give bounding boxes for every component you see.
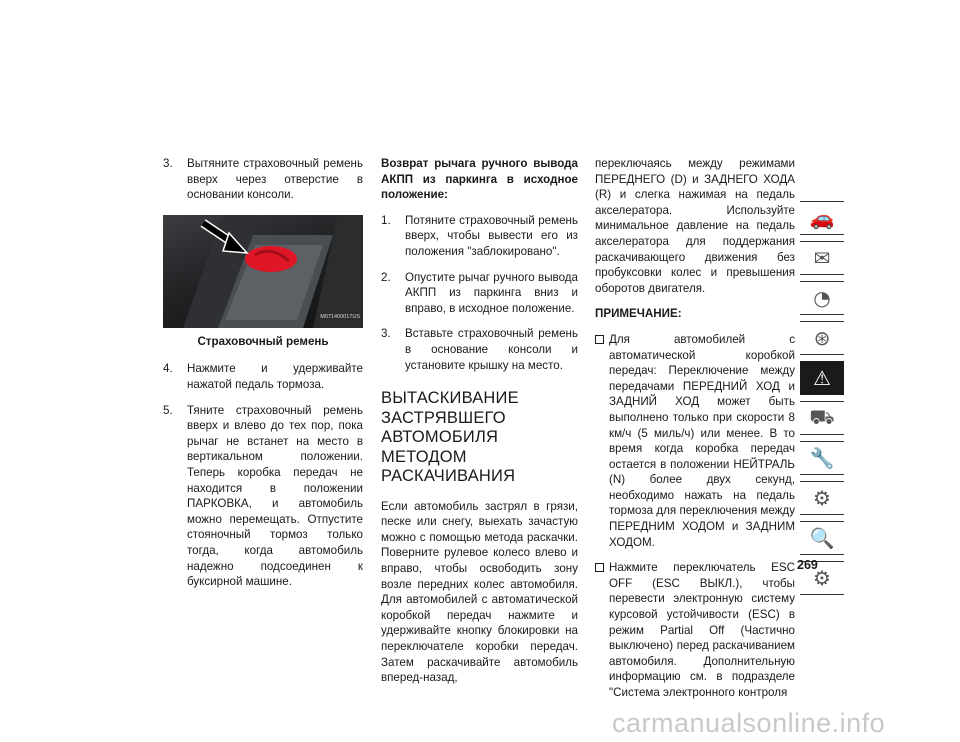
photo-caption: Страховочный ремень [197, 334, 329, 348]
bullet-text: Для автомобилей с автоматической коробкой передач: Переключение между передачами ПЕРЕДНИЙ ХОД и ЗАДНИЙ ХОД может быть выполнено только при скорости 8 км/ч (5 миль/ч) или менее. В то время когда коробка передач остается в положении НЕЙТРАЛЬ (N) более двух секунд, необходимо нажать на педаль тормоза для переключения между ПЕРЕДНИМ ХОДОМ и ЗАДНИМ ХОДОМ. [609, 332, 795, 549]
step-number: 1. [381, 213, 391, 227]
section-heading: ВЫТАСКИВАНИЕ ЗАСТРЯВШЕГО АВТОМОБИЛЯ МЕТОДОМ РАСКАЧИВАНИЯ [381, 389, 519, 486]
mail-icon[interactable]: ✉ [800, 241, 844, 275]
right-column [595, 156, 795, 711]
step-number: 3. [163, 157, 173, 170]
step-text: Тяните страховочный ремень вверх и влево до тех пор, пока рычаг не встанет на место в вертикальном положении. Теперь коробка передач не находится в положении ПАРКОВКА, и автомобиль можно перемещать. Отпустите стояночный тормоз только тогда, когда автомобиль надежно подсоединен к буксирной машине. [187, 403, 363, 589]
step-4-item [163, 361, 363, 392]
step-3-item [163, 156, 363, 203]
safety-strap-photo [163, 215, 363, 328]
section-tabs [800, 201, 844, 601]
photo-code: M071400017US [320, 314, 360, 321]
note-bullet [595, 332, 795, 550]
gear-icon[interactable]: ⚙ [800, 481, 844, 515]
step-1-item [381, 213, 578, 260]
step-3-item [381, 326, 578, 373]
step-text: Опустите рычаг ручного вывода АКПП из паркинга вниз и вправо, в исходное положение. [405, 270, 578, 315]
step-text: Потяните страховочный ремень вверх, чтобы вывести его из положения "заблокировано". [405, 213, 578, 258]
body-paragraph: переключаясь между режимами ПЕРЕДНЕГО (D) и ЗАДНЕГО ХОДА (R) и слегка нажимая на педаль акселератора. Используйте минимальное давление на педаль акселератора для поддержания раскачивающего движения без пробуксовки колес и превышения оборотов двигателя. [595, 157, 795, 295]
wrench-icon[interactable]: 🔧 [800, 441, 844, 475]
page-number: 269 [797, 558, 818, 572]
subheading: Возврат рычага ручного вывода АКПП из паркинга в исходное положение: [381, 157, 578, 202]
hazard-icon[interactable]: ⚠ [800, 361, 844, 395]
car-icon[interactable]: 🚗 [800, 201, 844, 235]
middle-column [381, 156, 578, 696]
service-car-icon[interactable]: ⛟ [800, 401, 844, 435]
step-5-item [163, 403, 363, 590]
watermark: carmanualsonline.info [612, 708, 886, 738]
step-number: 2. [381, 270, 391, 284]
step-number: 4. [163, 362, 173, 376]
steering-wheel-icon[interactable]: ⊛ [800, 321, 844, 355]
step-text: Вставьте страховочный ремень в основание консоли и установите крышку на место. [405, 327, 578, 372]
checkbox-bullet-icon [595, 335, 604, 344]
left-column [163, 156, 363, 600]
step-2-item [381, 270, 578, 317]
step-text: Вытяните страховочный ремень вверх через отверстие в основании консоли. [187, 157, 363, 202]
step-number: 5. [163, 403, 173, 417]
settings-icon[interactable]: ⚙ [800, 561, 844, 595]
search-icon[interactable]: 🔍 [800, 521, 844, 555]
step-text: Нажмите и удерживайте нажатой педаль тормоза. [187, 362, 363, 391]
note-bullet [595, 560, 795, 700]
dashboard-icon[interactable]: ◔ [800, 281, 844, 315]
body-paragraph: Если автомобиль застрял в грязи, песке или снегу, выехать зачастую можно с помощью метода раскачки. Поверните рулевое колесо влево и вправо, чтобы освободить зону возле передних колес автомобиля. Для автомобилей с автоматической коробкой передач нажмите и удерживайте кнопку блокировки на переключателе коробки передач. Затем раскачивайте автомобиль вперед-назад, [381, 499, 578, 685]
checkbox-bullet-icon [595, 563, 604, 572]
note-label: ПРИМЕЧАНИЕ: [595, 307, 682, 321]
bullet-text: Нажмите переключатель ESC OFF (ESC ВЫКЛ.), чтобы перевести электронную систему курсовой устойчивости (ESC) в режим Partial Off (Частично выключено) перед раскачиванием автомобиля. Дополнительную информацию см. в подразделе "Система электронного контроля [609, 561, 795, 699]
step-number: 3. [381, 327, 391, 341]
